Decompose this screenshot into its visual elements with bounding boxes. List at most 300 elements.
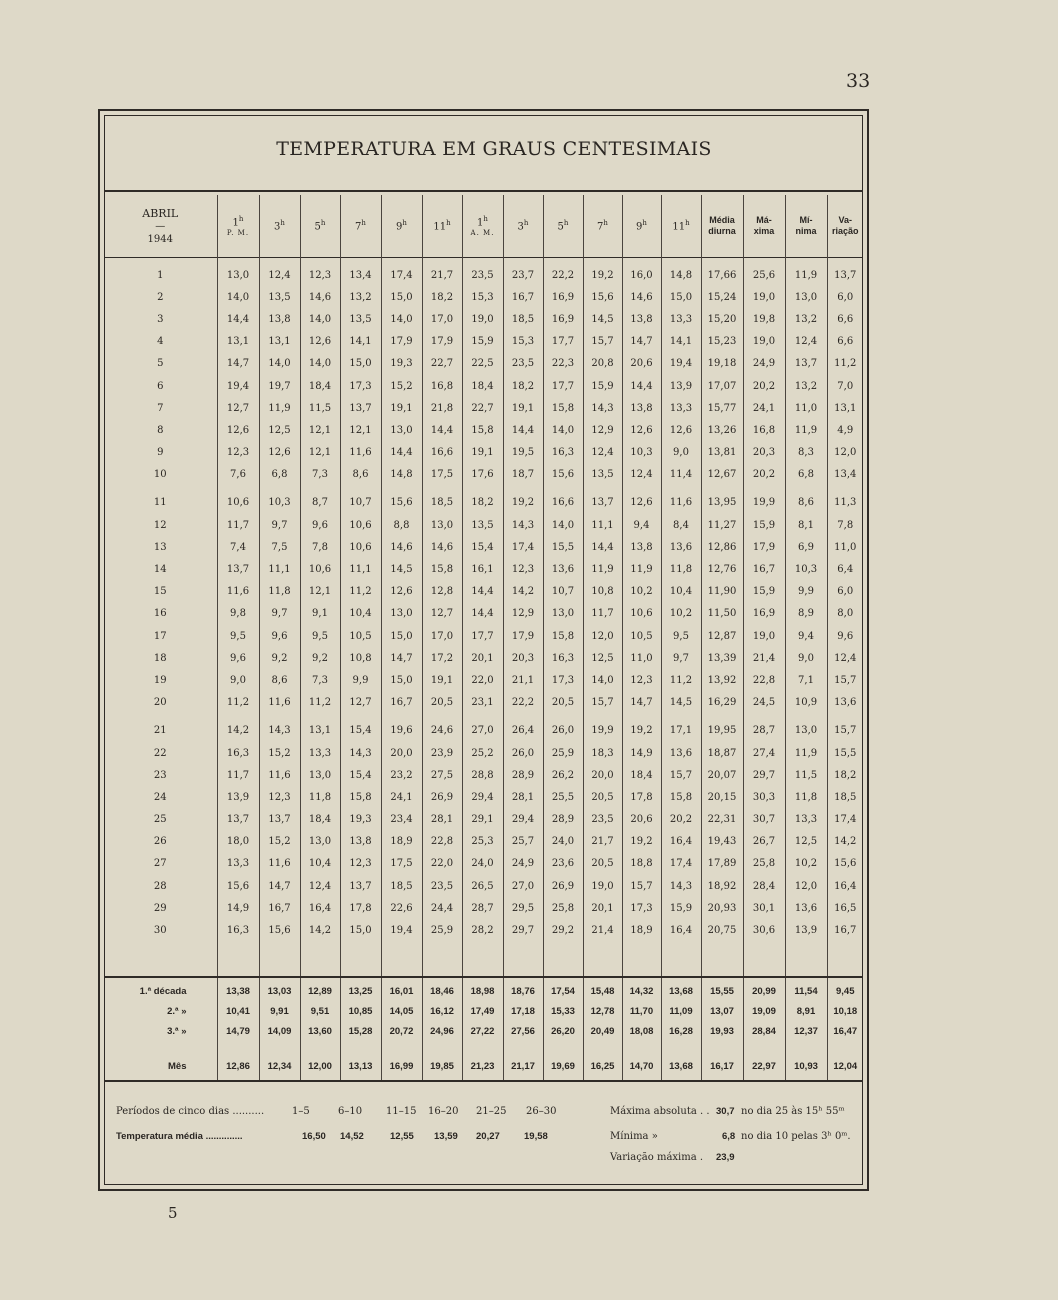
value-cell: 19,43 [701,831,743,853]
value-cell: 26,2 [543,764,583,786]
value-cell: 12,37 [785,1022,827,1042]
value-cell: 20,8 [583,353,622,375]
period-label: 6–10 [338,1106,363,1117]
value-cell: 12,5 [785,831,827,853]
value-cell: 13,0 [300,831,340,853]
value-cell: 13,7 [217,809,259,831]
row-label: 4 [157,336,164,348]
value-cell: 19,95 [701,720,743,742]
value-cell: 16,47 [827,1022,863,1042]
value-cell: 13,0 [381,419,422,441]
value-cell: 7,6 [217,464,259,486]
value-cell: 10,18 [827,1002,863,1022]
value-cell: 13,03 [259,977,300,1002]
value-cell: 17,3 [340,375,381,397]
value-cell: 8,8 [381,514,422,536]
value-cell: 23,2 [381,764,422,786]
value-cell: 24,96 [422,1022,462,1042]
header-hour-col: 5$^h$ [300,195,340,258]
value-cell: 16,25 [583,1054,622,1081]
value-cell: 23,1 [462,692,503,714]
value-cell: 12,34 [259,1054,300,1081]
value-cell: 16,29 [701,692,743,714]
value-cell: 11,8 [259,581,300,603]
value-cell: 22,0 [422,853,462,875]
value-cell: 12,0 [583,625,622,647]
value-cell: 10,7 [543,581,583,603]
temp-media-label: Temperatura média .............. [116,1131,243,1142]
value-cell: 27,22 [462,1022,503,1042]
row-label: 12 [153,519,167,531]
value-cell: 10,2 [661,603,701,625]
value-cell: 20,3 [503,647,543,669]
value-cell: 8,6 [340,464,381,486]
row-gap [104,1042,863,1054]
header-hour-col: 3$^h$ [503,195,543,258]
value-cell: 13,6 [661,536,701,558]
value-cell: 12,4 [583,442,622,464]
value-cell: 13,68 [661,1054,701,1081]
value-cell: 12,1 [300,419,340,441]
value-cell: 17,8 [622,786,661,808]
value-cell: 21,7 [422,264,462,286]
table-row [104,669,863,691]
value-cell: 8,4 [661,514,701,536]
value-cell: 8,1 [785,514,827,536]
value-cell: 16,4 [827,875,863,897]
value-cell: 17,0 [422,625,462,647]
value-cell: 9,6 [259,625,300,647]
temp-media-value: 12,55 [390,1131,414,1142]
value-cell: 13,0 [217,264,259,286]
value-cell: 20,2 [743,464,785,486]
value-cell: 20,6 [622,353,661,375]
value-cell: 17,66 [701,264,743,286]
value-cell: 13,7 [259,809,300,831]
value-cell: 14,4 [381,442,422,464]
value-cell: 30,7 [743,809,785,831]
row-label: 2 [157,291,164,303]
value-cell: 15,9 [583,375,622,397]
value-cell: 13,68 [661,977,701,1002]
value-cell: 18,4 [462,375,503,397]
value-cell: 15,7 [622,875,661,897]
value-cell: 15,0 [381,669,422,691]
period-label: 11–15 [386,1106,417,1117]
value-cell: 14,0 [381,308,422,330]
value-cell: 15,6 [259,919,300,941]
value-cell: 29,4 [462,786,503,808]
value-cell: 11,09 [661,1002,701,1022]
value-cell: 15,9 [743,514,785,536]
table-row [104,331,863,353]
value-cell: 27,4 [743,742,785,764]
value-cell: 13,3 [661,308,701,330]
value-cell: 16,7 [503,286,543,308]
value-cell: 12,6 [661,419,701,441]
header-variacao: Va- riação [827,195,863,258]
value-cell: 28,1 [503,786,543,808]
value-cell: 28,4 [743,875,785,897]
value-cell: 15,9 [743,581,785,603]
value-cell: 6,9 [785,536,827,558]
value-cell: 13,7 [217,558,259,580]
value-cell: 12,4 [827,647,863,669]
value-cell: 14,6 [622,286,661,308]
value-cell: 15,3 [503,331,543,353]
value-cell: 20,5 [583,786,622,808]
row-label: 11 [153,497,167,509]
value-cell: 13,1 [217,331,259,353]
row-label: 10 [153,469,167,481]
value-cell: 18,92 [701,875,743,897]
value-cell: 7,3 [300,669,340,691]
value-cell: 22,8 [743,669,785,691]
value-cell: 19,2 [622,831,661,853]
value-cell: 14,4 [503,419,543,441]
header-hour-col: 7$^h$ [340,195,381,258]
value-cell: 13,8 [622,397,661,419]
value-cell: 22,8 [422,831,462,853]
value-cell: 7,1 [785,669,827,691]
value-cell: 13,38 [217,977,259,1002]
value-cell: 11,8 [300,786,340,808]
value-cell: 11,7 [583,603,622,625]
value-cell: 24,9 [743,353,785,375]
value-cell: 19,1 [422,669,462,691]
value-cell: 14,6 [381,536,422,558]
value-cell: 24,9 [503,853,543,875]
value-cell: 12,3 [259,786,300,808]
value-cell: 8,91 [785,1002,827,1022]
table-row [104,581,863,603]
value-cell: 13,5 [583,464,622,486]
value-cell: 20,49 [583,1022,622,1042]
value-cell: 16,7 [381,692,422,714]
value-cell: 18,0 [217,831,259,853]
value-cell: 11,2 [661,669,701,691]
value-cell: 12,9 [503,603,543,625]
value-cell: 12,4 [785,331,827,353]
value-cell: 15,9 [462,331,503,353]
value-cell: 11,7 [217,514,259,536]
value-cell: 11,2 [340,581,381,603]
value-cell: 22,0 [462,669,503,691]
value-cell: 20,5 [543,692,583,714]
value-cell: 10,6 [300,558,340,580]
header-hour-col: 5$^h$ [543,195,583,258]
row-label: 23 [153,769,167,781]
value-cell: 19,69 [543,1054,583,1081]
value-cell: 16,4 [300,897,340,919]
value-cell: 9,7 [259,603,300,625]
value-cell: 12,5 [259,419,300,441]
value-cell: 13,81 [701,442,743,464]
value-cell: 24,1 [381,786,422,808]
value-cell: 28,1 [422,809,462,831]
header-hour-col: 7$^h$ [583,195,622,258]
value-cell: 10,4 [300,853,340,875]
value-cell: 19,0 [743,286,785,308]
value-cell: 17,3 [543,669,583,691]
table-row [104,397,863,419]
value-cell: 28,7 [462,897,503,919]
value-cell: 11,8 [661,558,701,580]
value-cell: 18,3 [583,742,622,764]
value-cell: 10,2 [622,581,661,603]
value-cell: 20,1 [462,647,503,669]
value-cell: 12,4 [622,464,661,486]
value-cell: 12,7 [422,603,462,625]
value-cell: 15,4 [340,764,381,786]
value-cell: 22,97 [743,1054,785,1081]
value-cell: 20,0 [381,742,422,764]
header-hour-col: 9$^h$ [381,195,422,258]
value-cell: 15,33 [543,1002,583,1022]
value-cell: 14,3 [503,514,543,536]
value-cell: 8,3 [785,442,827,464]
value-cell: 12,7 [217,397,259,419]
value-cell: 10,2 [785,853,827,875]
value-cell: 30,6 [743,919,785,941]
value-cell: 11,5 [785,764,827,786]
value-cell: 12,4 [259,264,300,286]
value-cell: 14,0 [543,419,583,441]
value-cell: 4,9 [827,419,863,441]
value-cell: 23,5 [462,264,503,286]
table-row [104,625,863,647]
value-cell: 19,0 [462,308,503,330]
value-cell: 13,7 [785,353,827,375]
value-cell: 15,6 [583,286,622,308]
value-cell: 9,6 [827,625,863,647]
value-cell: 19,4 [381,919,422,941]
table-row [104,919,863,941]
value-cell: 20,6 [622,809,661,831]
value-cell: 20,99 [743,977,785,1002]
value-cell: 13,4 [827,464,863,486]
value-cell: 11,1 [340,558,381,580]
value-cell: 17,4 [381,264,422,286]
value-cell: 25,5 [543,786,583,808]
value-cell: 20,07 [701,764,743,786]
value-cell: 14,70 [622,1054,661,1081]
value-cell: 14,8 [661,264,701,286]
value-cell: 18,9 [381,831,422,853]
value-cell: 9,91 [259,1002,300,1022]
value-cell: 19,09 [743,1002,785,1022]
row-label: 22 [153,747,167,759]
value-cell: 19,93 [701,1022,743,1042]
value-cell: 14,1 [661,331,701,353]
value-cell: 14,4 [462,603,503,625]
value-cell: 8,9 [785,603,827,625]
table-row [104,264,863,286]
value-cell: 9,4 [622,514,661,536]
value-cell: 11,8 [785,786,827,808]
value-cell: 12,8 [422,581,462,603]
value-cell: 15,6 [217,875,259,897]
value-cell: 20,3 [743,442,785,464]
value-cell: 13,6 [543,558,583,580]
value-cell: 28,2 [462,919,503,941]
value-cell: 13,8 [622,308,661,330]
value-cell: 20,1 [583,897,622,919]
value-cell: 17,8 [340,897,381,919]
value-cell: 11,6 [259,692,300,714]
value-cell: 15,7 [827,720,863,742]
row-label: 8 [157,424,164,436]
value-cell: 26,9 [543,875,583,897]
value-cell: 15,6 [827,853,863,875]
value-cell: 12,6 [622,419,661,441]
value-cell: 16,6 [422,442,462,464]
value-cell: 9,7 [661,647,701,669]
value-cell: 13,7 [827,264,863,286]
value-cell: 24,4 [422,897,462,919]
value-cell: 17,3 [622,897,661,919]
value-cell: 21,4 [743,647,785,669]
header-hour-col: 3$^h$ [259,195,300,258]
table-row [104,353,863,375]
value-cell: 15,4 [462,536,503,558]
table-row [104,764,863,786]
value-cell: 11,6 [259,764,300,786]
table-row [104,831,863,853]
value-cell: 17,49 [462,1002,503,1022]
value-cell: 18,98 [462,977,503,1002]
value-cell: 13,60 [300,1022,340,1042]
value-cell: 16,12 [422,1002,462,1022]
value-cell: 18,5 [503,308,543,330]
value-cell: 17,7 [543,331,583,353]
value-cell: 18,08 [622,1022,661,1042]
value-cell: 13,0 [785,286,827,308]
value-cell: 7,4 [217,536,259,558]
value-cell: 11,50 [701,603,743,625]
value-cell: 10,6 [340,514,381,536]
value-cell: 19,5 [503,442,543,464]
value-cell: 16,9 [543,308,583,330]
value-cell: 22,6 [381,897,422,919]
value-cell: 20,93 [701,897,743,919]
row-label: 25 [153,814,167,826]
value-cell: 13,2 [785,375,827,397]
value-cell: 15,2 [381,375,422,397]
value-cell: 14,05 [381,1002,422,1022]
value-cell: 17,18 [503,1002,543,1022]
value-cell: 17,9 [503,625,543,647]
row-label: 6 [157,380,164,392]
value-cell: 17,9 [381,331,422,353]
value-cell: 16,01 [381,977,422,1002]
table-row [104,897,863,919]
table-row [104,536,863,558]
value-cell: 10,93 [785,1054,827,1081]
value-cell: 16,4 [661,919,701,941]
value-cell: 12,76 [701,558,743,580]
row-label: 3.ª » [167,1026,187,1038]
value-cell: 9,8 [217,603,259,625]
value-cell: 13,2 [340,286,381,308]
table-row [104,647,863,669]
value-cell: 18,2 [422,286,462,308]
value-cell: 7,0 [827,375,863,397]
value-cell: 20,75 [701,919,743,941]
value-cell: 27,0 [462,720,503,742]
value-cell: 10,9 [785,692,827,714]
value-cell: 18,76 [503,977,543,1002]
value-cell: 15,0 [381,286,422,308]
value-cell: 12,6 [259,442,300,464]
value-cell: 26,0 [543,720,583,742]
value-cell: 14,3 [661,875,701,897]
periods-label: Períodos de cinco dias .......... [116,1106,265,1117]
value-cell: 12,0 [785,875,827,897]
value-cell: 17,4 [661,853,701,875]
value-cell: 14,3 [340,742,381,764]
value-cell: 14,0 [217,286,259,308]
value-cell: 9,4 [785,625,827,647]
value-cell: 10,5 [340,625,381,647]
value-cell: 11,6 [259,853,300,875]
value-cell: 9,6 [300,514,340,536]
value-cell: 11,3 [827,492,863,514]
value-cell: 21,7 [583,831,622,853]
value-cell: 11,0 [785,397,827,419]
value-cell: 12,86 [701,536,743,558]
page-number: 33 [846,70,871,92]
value-cell: 15,24 [701,286,743,308]
value-cell: 15,2 [259,831,300,853]
value-cell: 15,8 [543,397,583,419]
value-cell: 14,32 [622,977,661,1002]
value-cell: 9,7 [259,514,300,536]
value-cell: 16,1 [462,558,503,580]
value-cell: 15,9 [661,897,701,919]
value-cell: 27,56 [503,1022,543,1042]
value-cell: 17,6 [462,464,503,486]
value-cell: 11,70 [622,1002,661,1022]
value-cell: 19,7 [259,375,300,397]
value-cell: 16,3 [543,442,583,464]
value-cell: 14,9 [622,742,661,764]
value-cell: 14,4 [622,375,661,397]
value-cell: 14,0 [300,308,340,330]
row-gap [104,942,863,977]
value-cell: 10,5 [622,625,661,647]
value-cell: 27,0 [503,875,543,897]
value-cell: 9,2 [259,647,300,669]
value-cell: 19,6 [381,720,422,742]
value-cell: 16,3 [217,742,259,764]
temp-media-value: 16,50 [302,1131,326,1142]
value-cell: 15,8 [543,625,583,647]
value-cell: 15,0 [340,919,381,941]
value-cell: 14,4 [422,419,462,441]
value-cell: 15,7 [661,764,701,786]
value-cell: 21,23 [462,1054,503,1081]
value-cell: 29,5 [503,897,543,919]
table-row [104,786,863,808]
value-cell: 25,2 [462,742,503,764]
value-cell: 23,7 [503,264,543,286]
value-cell: 13,1 [300,720,340,742]
row-label: Mês [104,1054,217,1081]
header-hour-col: 1$^h$ P. M. [217,195,259,258]
table-row [104,853,863,875]
value-cell: 16,28 [661,1022,701,1042]
